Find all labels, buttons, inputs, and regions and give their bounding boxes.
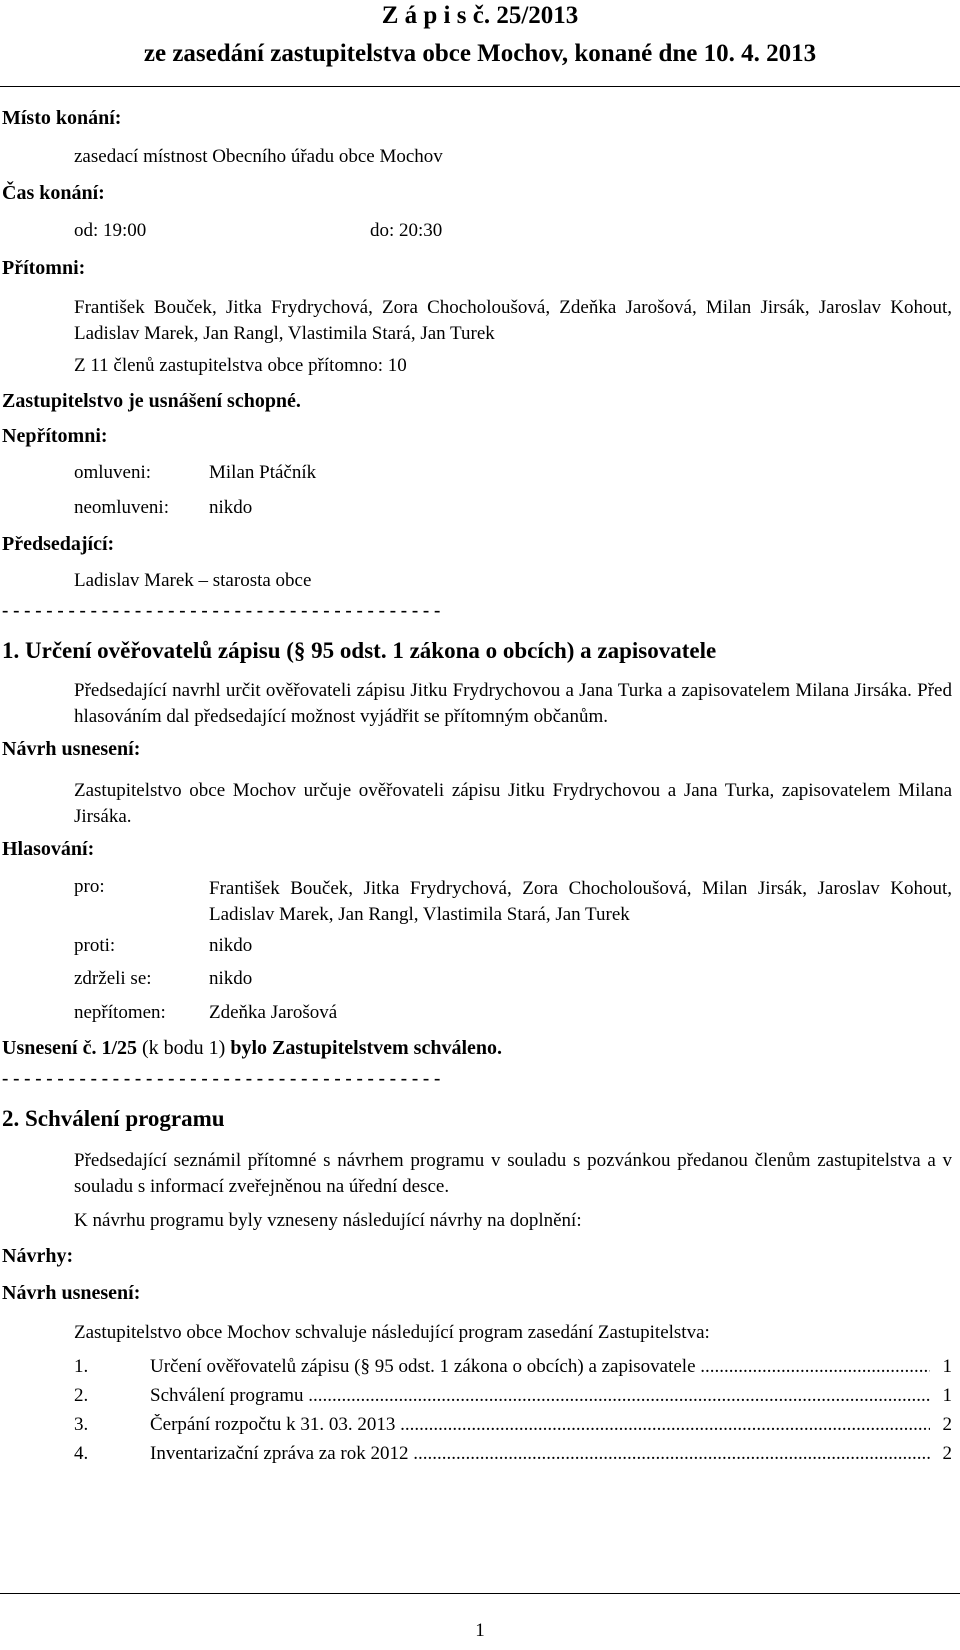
resolution-line [2, 1037, 502, 1060]
program-item-text: Čerpání rozpočtu k 31. 03. 2013 ..... [150, 1414, 930, 1436]
unexcused-label: neomluveni: [74, 497, 169, 518]
program-item-text: Určení ověřovatelů zápisu (§ 95 odst. 1 zákona o obcích) a zapisovatele ..... [150, 1356, 930, 1378]
program-item-page: 1 [942, 1385, 952, 1406]
section-2-proposal-label: Návrh usnesení: [2, 1282, 141, 1304]
program-item [74, 1356, 952, 1382]
section-2-text-2: K návrhu programu byly vzneseny následující návrhy na doplnění: [74, 1210, 582, 1231]
section-1-text: Předsedající navrhl určit ověřovateli zápisu Jitku Frydrychovou a Jana Turka a zapisovatelem Milana Jirsáka. Před hlasováním dal předsedající možnost vyjádřit se přítomným občanům. [74, 680, 952, 727]
program-item [74, 1385, 952, 1411]
vote-abstain-label: zdrželi se: [74, 968, 152, 989]
vote-absent-label: nepřítomen: [74, 1002, 166, 1023]
document-subtitle: ze zasedání zastupitelstva obce Mochov, konané dne 10. 4. 2013 [143, 40, 817, 67]
chair-value: Ladislav Marek – starosta obce [74, 570, 312, 591]
section-1-proposal-text: Zastupitelstvo obce Mochov určuje ověřovateli zápisu Jitku Frydrychovou a Jana Turka, zapisovatelem Milana Jirsáka. [74, 780, 952, 827]
program-item-number: 3. [74, 1414, 89, 1435]
present-label: Přítomni: [2, 257, 86, 279]
present-value: František Bouček, Jitka Frydrychová, Zora Chocholoušová, Zdeňka Jarošová, Milan Jirsák, Jaroslav Kohout, Ladislav Marek, Jan Rangl, Vlastimila Stará, Jan Turek [74, 297, 952, 344]
separator-2: - - - - - - - - - - - - - - - - - - - - - - - - - - - - - - - - - - - - - - - - [2, 1068, 441, 1089]
proposals-label: Návrhy: [2, 1245, 74, 1267]
program-item-text: Inventarizační zpráva za rok 2012 ..... [150, 1443, 930, 1465]
section-1-proposal-label: Návrh usnesení: [2, 738, 141, 760]
time-label: Čas konání: [2, 182, 105, 204]
header-rule [0, 86, 960, 87]
place-label: Místo konání: [2, 107, 122, 129]
vote-abstain-value: nikdo [209, 968, 253, 989]
excused-label: omluveni: [74, 462, 152, 483]
vote-against-value: nikdo [209, 935, 253, 956]
resolution-point: (k bodu 1) [137, 1037, 231, 1059]
chair-label: Předsedající: [2, 533, 115, 555]
program-item-page: 2 [942, 1414, 952, 1435]
excused-value: Milan Ptáčník [209, 462, 317, 483]
section-2-heading: 2. Schválení programu [2, 1106, 225, 1131]
program-item-number: 4. [74, 1443, 89, 1464]
section-1-heading: 1. Určení ověřovatelů zápisu (§ 95 odst. 1 zákona o obcích) a zapisovatele [2, 638, 717, 663]
present-count: Z 11 členů zastupitelstva obce přítomno: 10 [74, 355, 407, 376]
quorum-statement: Zastupitelstvo je usnášení schopné. [2, 390, 301, 412]
program-item [74, 1414, 952, 1440]
vote-label: Hlasování: [2, 838, 95, 860]
vote-for-label: pro: [74, 876, 105, 897]
program-item-page: 1 [942, 1356, 952, 1377]
place-value: zasedací místnost Obecního úřadu obce Mochov [74, 146, 443, 167]
resolution-result: bylo Zastupitelstvem schváleno. [230, 1037, 503, 1059]
section-2-proposal-text: Zastupitelstvo obce Mochov schvaluje následující program zasedání Zastupitelstva: [74, 1322, 710, 1343]
absent-label: Nepřítomni: [2, 425, 108, 447]
section-2-text-1: Předsedající seznámil přítomné s návrhem programu v souladu s pozvánkou předanou členům zastupitelstva a v souladu s informací zveřejněnou na úřední desce. [74, 1150, 952, 1197]
time-from: od: 19:00 [74, 220, 147, 241]
program-item-number: 1. [74, 1356, 89, 1377]
separator-1: - - - - - - - - - - - - - - - - - - - - - - - - - - - - - - - - - - - - - - - - [2, 600, 441, 621]
unexcused-value: nikdo [209, 497, 253, 518]
time-to: do: 20:30 [370, 220, 443, 241]
vote-for-value: František Bouček, Jitka Frydrychová, Zora Chocholoušová, Milan Jirsák, Jaroslav Kohout, Ladislav Marek, Jan Rangl, Vlastimila Stará, Jan Turek [209, 878, 952, 925]
vote-absent-value: Zdeňka Jarošová [209, 1002, 338, 1023]
footer-rule [0, 1593, 960, 1594]
document-title: Z á p i s č. 25/2013 [381, 2, 579, 29]
program-item-number: 2. [74, 1385, 89, 1406]
resolution-number: Usnesení č. 1/25 [2, 1037, 137, 1059]
program-item [74, 1443, 952, 1469]
program-item-page: 2 [942, 1443, 952, 1464]
page-number: 1 [475, 1620, 485, 1641]
vote-against-label: proti: [74, 935, 116, 956]
program-item-text: Schválení programu ..... [150, 1385, 930, 1407]
